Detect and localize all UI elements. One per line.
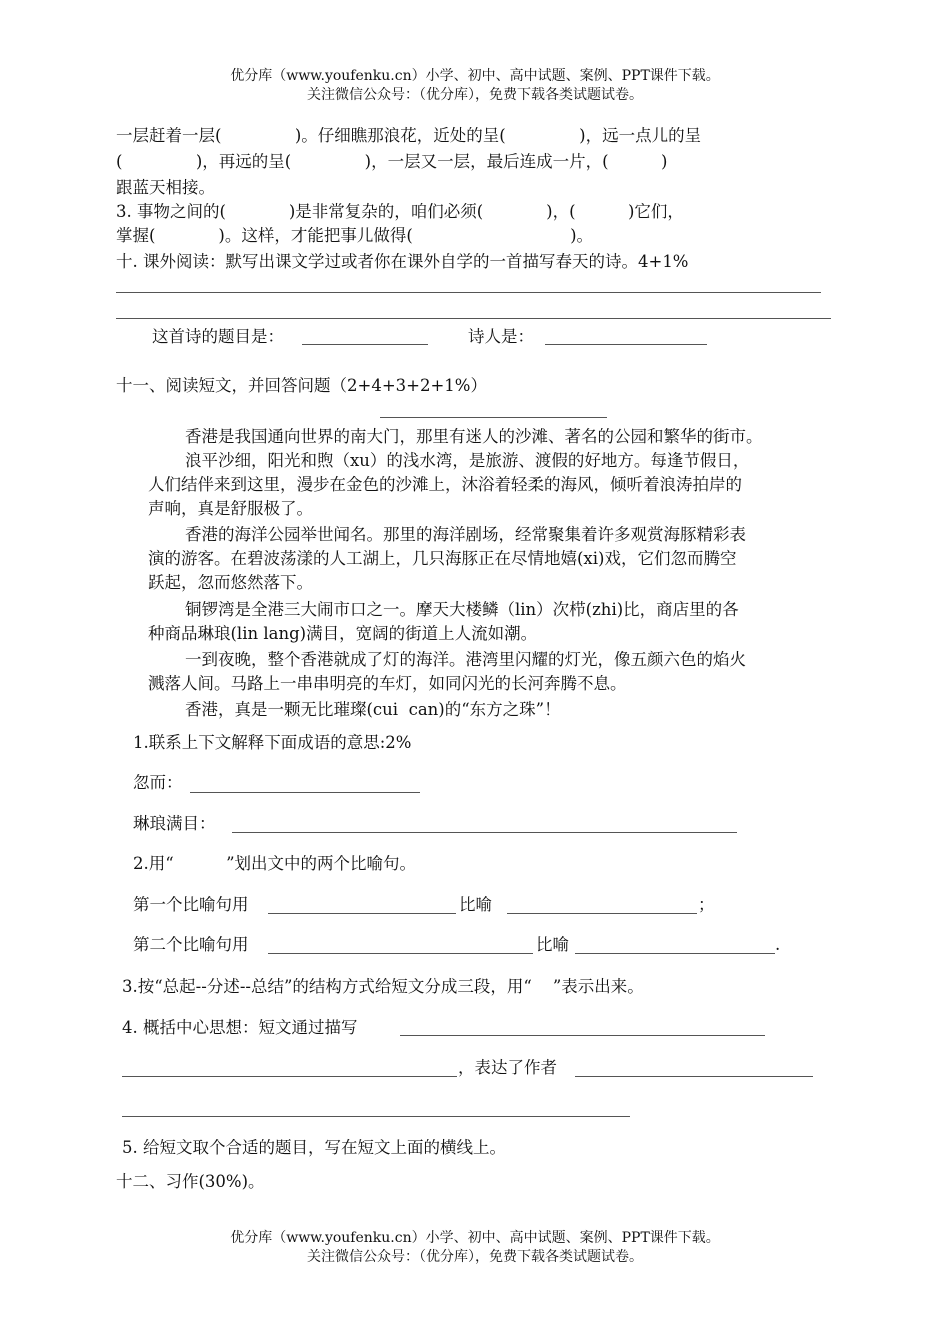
- article-p1-line-1: 香港是我国通向世界的南大门，那里有迷人的沙滩、著名的公园和繁华的街市。: [185, 427, 763, 446]
- header-line-2: 关注微信公众号：（优分库），免费下载各类试题试卷。: [307, 87, 643, 103]
- article-p6-line-1: 香港，真是一颗无比璀璨(cui can)的“东方之珠”！: [185, 700, 561, 719]
- fill-line-1: 一层赶着一层( )。仔细瞧那浪花，近处的呈( )，远一点儿的呈: [116, 126, 702, 145]
- fill-line-2: ( )，再远的呈( )，一层又一层，最后连成一片，( ): [116, 152, 668, 171]
- question-2b-label: 第二个比喻句用: [133, 935, 249, 954]
- poem-title-blank[interactable]: [302, 344, 428, 345]
- article-p3-line-1: 香港的海洋公园举世闻名。那里的海洋剧场，经常聚集着许多观赏海豚精彩表: [185, 525, 746, 544]
- question-4: 4. 概括中心思想：短文通过描写: [122, 1018, 358, 1037]
- article-p5-line-1: 一到夜晚，整个香港就成了灯的海洋。港湾里闪耀的灯光，像五颜六色的焰火: [185, 650, 746, 669]
- header-line-1: 优分库（www.youfenku.cn）小学、初中、高中试题、案例、PPT课件下载。: [230, 68, 720, 84]
- section-11-title: 十一、阅读短文，并回答问题（2+4+3+2+1%）: [116, 376, 487, 395]
- question-1: 1.联系上下文解释下面成语的意思:2%: [133, 733, 412, 752]
- question-4-blank-1[interactable]: [400, 1035, 765, 1036]
- question-2a-label: 第一个比喻句用: [133, 895, 249, 914]
- question-2a-blank-1[interactable]: [268, 913, 456, 914]
- poem-answer-line-2[interactable]: [116, 318, 831, 319]
- poet-blank[interactable]: [545, 344, 707, 345]
- question-1b-blank[interactable]: [232, 832, 737, 833]
- article-p4-line-2: 种商品琳琅(lin lang)满目，宽阔的街道上人流如潮。: [148, 624, 538, 643]
- article-p5-line-2: 溅落人间。马路上一串串明亮的车灯，如同闪光的长河奔腾不息。: [148, 674, 627, 693]
- question-4-blank-3[interactable]: [575, 1076, 813, 1077]
- question-4-continuation: ，表达了作者: [458, 1058, 557, 1077]
- question-2a-blank-2[interactable]: [507, 913, 697, 914]
- section-10-title: 十. 课外阅读：默写出课文学过或者你在课外自学的一首描写春天的诗。4+1%: [116, 252, 689, 271]
- question-2b-blank-1[interactable]: [268, 953, 533, 954]
- question-4-blank-4[interactable]: [122, 1116, 630, 1117]
- footer-line-2: 关注微信公众号：（优分库），免费下载各类试题试卷。: [307, 1249, 643, 1265]
- article-p2-line-3: 声响，真是舒服极了。: [148, 499, 313, 518]
- question-4-blank-2[interactable]: [122, 1076, 457, 1077]
- article-title-blank[interactable]: [380, 417, 607, 418]
- article-p2-line-2: 人们结伴来到这里，漫步在金色的沙滩上，沐浴着轻柔的海风，倾听着浪涛拍岸的: [148, 475, 742, 494]
- poet-label: 诗人是：: [468, 327, 534, 346]
- article-p2-line-1: 浪平沙细，阳光和煦（xu）的浅水湾，是旅游、渡假的好地方。每逢节假日，: [185, 451, 750, 470]
- question-2: 2.用“ ”划出文中的两个比喻句。: [133, 854, 417, 873]
- question-1a-blank[interactable]: [190, 792, 420, 793]
- question-3: 3.按“总起--分述--总结”的结构方式给短文分成三段，用“ ”表示出来。: [122, 977, 644, 996]
- question-2b-blank-2[interactable]: [575, 953, 775, 954]
- question-1b-label: 琳琅满目：: [133, 814, 216, 833]
- poem-answer-line-1[interactable]: [116, 292, 821, 293]
- question-2b-compare-label: 比喻: [536, 935, 569, 954]
- article-p3-line-3: 跃起，忽而悠然落下。: [148, 573, 313, 592]
- question-2b-end: .: [775, 935, 781, 954]
- fill-line-5: 掌握( )。这样，才能把事儿做得( )。: [116, 226, 594, 245]
- question-1a-label: 忽而：: [133, 773, 183, 792]
- question-5: 5. 给短文取个合适的题目，写在短文上面的横线上。: [122, 1138, 506, 1157]
- poem-title-label: 这首诗的题目是：: [152, 327, 284, 346]
- footer-line-1: 优分库（www.youfenku.cn）小学、初中、高中试题、案例、PPT课件下载。: [230, 1230, 720, 1246]
- article-p4-line-1: 铜锣湾是全港三大闹市口之一。摩天大楼鳞（lin）次栉(zhi)比，商店里的各: [185, 600, 739, 619]
- fill-line-4: 3. 事物之间的( )是非常复杂的，咱们必须( )，( )它们，: [116, 202, 684, 221]
- question-2a-end: ；: [698, 895, 715, 914]
- question-2a-compare-label: 比喻: [459, 895, 492, 914]
- article-p3-line-2: 演的游客。在碧波荡漾的人工湖上，几只海豚正在尽情地嬉(xi)戏，它们忽而腾空: [148, 549, 737, 568]
- section-12-title: 十二、习作(30%)。: [116, 1172, 265, 1191]
- fill-line-3: 跟蓝天相接。: [116, 178, 215, 197]
